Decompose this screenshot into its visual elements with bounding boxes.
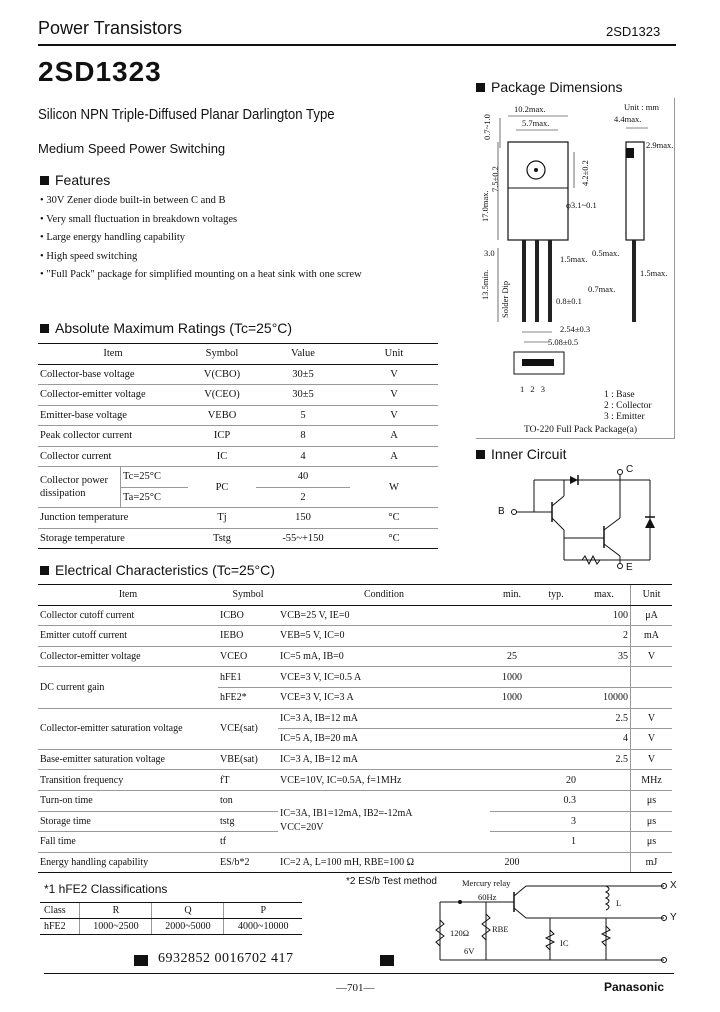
cell-max xyxy=(578,832,631,853)
cell-symbol: ICP xyxy=(188,426,256,447)
cell-item xyxy=(38,467,188,508)
cell-typ xyxy=(534,852,578,873)
cell-symbol: fT xyxy=(218,770,278,791)
table-row xyxy=(38,446,438,467)
cell-value: 150 xyxy=(256,508,350,529)
cell-condition: VCE=10V, IC=0.5A, f=1MHz xyxy=(278,770,490,791)
side-view-lead xyxy=(632,240,636,322)
cell-symbol: tf xyxy=(218,832,278,853)
cell-symbol: Tstg xyxy=(188,528,256,549)
table-row xyxy=(38,626,672,647)
pin-list xyxy=(604,390,652,423)
cell-typ xyxy=(534,626,578,647)
cell-symbol: Tj xyxy=(188,508,256,529)
cell-symbol: V(CEO) xyxy=(188,385,256,406)
cell-unit: mA xyxy=(631,626,673,647)
cell-typ xyxy=(534,708,578,729)
classification-table xyxy=(40,902,302,935)
features-heading-text: Features xyxy=(55,172,111,188)
bullet-square-icon xyxy=(476,450,485,459)
cell-typ: 0.3 xyxy=(534,790,578,811)
cell-unit: V xyxy=(631,646,673,667)
cell-item: Collector-emitter voltage xyxy=(38,385,188,406)
lead-3 xyxy=(548,240,552,322)
category-title: Power Transistors xyxy=(38,18,183,38)
cell-symbol: tstg xyxy=(218,811,278,832)
table-row xyxy=(38,508,438,529)
pin-numbers: 1 2 3 xyxy=(520,384,545,394)
cell-min xyxy=(490,626,534,647)
col-r: R xyxy=(80,903,152,919)
package-heading xyxy=(476,79,623,95)
bullet-square-icon xyxy=(40,176,49,185)
cell-condition: VEB=5 V, IC=0 xyxy=(278,626,490,647)
feature-text: "Full Pack" package for simplified mounting on a heat sink with one screw xyxy=(46,269,362,280)
classification-heading: *1 hFE2 Classifications xyxy=(44,882,168,896)
pin-collector: 2 : Collector xyxy=(604,401,652,411)
dim-label: 2.54±0.3 xyxy=(560,324,591,334)
transistor-1-emitter xyxy=(552,518,564,530)
y-label: Y xyxy=(670,912,677,923)
cell-value: 8 xyxy=(256,426,350,447)
col-symbol: Symbol xyxy=(188,344,256,365)
application: Medium Speed Power Switching xyxy=(38,141,226,156)
cell-item: Transition frequency xyxy=(38,770,218,791)
header-part-number: 2SD1323 xyxy=(606,24,661,39)
cell-value xyxy=(256,467,350,508)
cell-item: Collector-emitter saturation voltage xyxy=(38,708,218,749)
terminal-b xyxy=(512,510,517,515)
table-row xyxy=(38,528,438,549)
cell-item: Collector-base voltage xyxy=(38,364,188,385)
dissipation-cond-ta: Ta=25°C xyxy=(123,492,161,503)
cell-item: Storage time xyxy=(38,811,218,832)
table-row xyxy=(40,919,302,935)
cell-item: Emitter-base voltage xyxy=(38,405,188,426)
bullet-square-icon xyxy=(476,83,485,92)
cell-condition: IC=2 A, L=100 mH, RBE=100 Ω xyxy=(278,852,490,873)
cell-unit: μA xyxy=(631,605,673,626)
cell-condition: IC=3 A, IB=12 mA xyxy=(278,749,490,770)
lead-2 xyxy=(535,240,539,322)
table-row xyxy=(38,467,438,508)
dim-label: 1.5max. xyxy=(640,268,668,278)
cell-typ xyxy=(534,749,578,770)
feature-item: • "Full Pack" package for simplified mounting on a heat sink with one screw xyxy=(40,269,362,280)
feature-text: Large energy handling capability xyxy=(46,232,186,243)
dim-label: 0.5max. xyxy=(592,248,620,258)
switching-condition: IC=3A, IB1=12mA, IB2=-12mA xyxy=(280,808,413,820)
bullet-square-icon xyxy=(40,566,49,575)
rbe-label: RBE xyxy=(492,924,509,934)
dim-label: 0.7max. xyxy=(588,284,616,294)
cell-value: 4 xyxy=(256,446,350,467)
cell-min xyxy=(490,749,534,770)
cell-max xyxy=(578,770,631,791)
col-unit: Unit xyxy=(631,585,673,606)
cell-unit: V xyxy=(350,364,438,385)
abs-max-table xyxy=(38,343,438,549)
bottom-view-pins xyxy=(522,359,554,366)
inner-circuit-heading-text: Inner Circuit xyxy=(491,446,567,462)
table-row xyxy=(38,364,438,385)
brand-logo: Panasonic xyxy=(604,980,665,994)
cell-condition: VCE=3 V, IC=3 A xyxy=(278,687,490,708)
col-unit: Unit xyxy=(350,344,438,365)
page-number: —701— xyxy=(336,982,375,994)
relay-label: Mercury relay xyxy=(462,878,511,888)
cell-max: 100 xyxy=(578,605,631,626)
cell-max xyxy=(578,852,631,873)
package-unit: Unit : mm xyxy=(624,102,659,112)
table-row xyxy=(38,749,672,770)
dim-label: 4.4max. xyxy=(614,114,642,124)
inner-circuit-diagram xyxy=(490,466,670,572)
elec-table xyxy=(38,584,672,873)
cell-label: hFE2 xyxy=(40,919,80,935)
cell-unit: μs xyxy=(631,790,673,811)
cell-item: DC current gain xyxy=(38,667,218,708)
table-row xyxy=(38,426,438,447)
side-view-tab xyxy=(626,148,634,158)
cell-item: Energy handling capability xyxy=(38,852,218,873)
cell-symbol: IEBO xyxy=(218,626,278,647)
cell-min xyxy=(490,811,534,832)
dim-label: 7.5±0.2 xyxy=(490,166,500,192)
col-item: Item xyxy=(38,344,188,365)
hz-label: 60Hz xyxy=(478,892,497,902)
abs-max-heading xyxy=(40,320,292,336)
cell-value: 30±5 xyxy=(256,385,350,406)
dim-label: 4.2±0.2 xyxy=(580,160,590,186)
v-label: 6V xyxy=(464,946,475,956)
l-label: L xyxy=(616,898,622,908)
cell-min xyxy=(490,832,534,853)
cell-max: 2.5 xyxy=(578,708,631,729)
label-e: E xyxy=(626,562,633,573)
zener-diode xyxy=(570,476,578,484)
cell-min xyxy=(490,729,534,750)
cell-symbol: ICBO xyxy=(218,605,278,626)
dim-label: φ3.1~0.1 xyxy=(566,200,597,210)
cell-unit: A xyxy=(350,446,438,467)
cell-symbol: hFE1 xyxy=(218,667,278,688)
cell-max: 10000 xyxy=(578,687,631,708)
cell-typ xyxy=(534,687,578,708)
package-name: TO-220 Full Pack Package(a) xyxy=(524,425,638,435)
cell-min xyxy=(490,770,534,791)
transistor-2-emitter xyxy=(604,544,620,556)
dim-label: 5.7max. xyxy=(522,118,550,128)
col-q: Q xyxy=(152,903,224,919)
cell-unit: °C xyxy=(350,528,438,549)
table-row xyxy=(38,405,438,426)
dissipation-value-tc: 40 xyxy=(256,467,350,488)
test-heading: *2 ES/b Test method xyxy=(346,876,437,887)
feature-item: • 30V Zener diode built-in between C and B xyxy=(40,195,226,206)
bullet-square-icon xyxy=(40,324,49,333)
package-body xyxy=(508,142,568,240)
terminal-e xyxy=(618,564,623,569)
cell-item: Collector cutoff current xyxy=(38,605,218,626)
col-value: Value xyxy=(256,344,350,365)
cell-symbol: IC xyxy=(188,446,256,467)
cell-unit xyxy=(631,667,673,688)
cell-p: 4000~10000 xyxy=(224,919,302,935)
table-row xyxy=(38,385,438,406)
cell-condition: IC=5 A, IB=20 mA xyxy=(278,729,490,750)
cell-condition xyxy=(278,790,490,852)
cell-min: 200 xyxy=(490,852,534,873)
label-b: B xyxy=(498,506,505,517)
cell-min: 1000 xyxy=(490,667,534,688)
cell-q: 2000~5000 xyxy=(152,919,224,935)
barcode-number: 6932852 0016702 417 xyxy=(158,951,294,966)
cell-symbol: VCE(sat) xyxy=(218,708,278,749)
dim-label: 5.08±0.5 xyxy=(548,337,579,347)
cell-condition: IC=3 A, IB=12 mA xyxy=(278,708,490,729)
col-typ: typ. xyxy=(534,585,578,606)
cell-typ: 20 xyxy=(534,770,578,791)
cell-unit: W xyxy=(350,467,438,508)
abs-max-heading-text: Absolute Maximum Ratings (Tc=25°C) xyxy=(55,320,293,336)
transistor-1-collector xyxy=(552,496,564,506)
table-row xyxy=(38,852,672,873)
cell-item: Base-emitter saturation voltage xyxy=(38,749,218,770)
cell-typ xyxy=(534,605,578,626)
dut-emitter xyxy=(514,908,526,918)
table-row xyxy=(38,708,672,729)
dim-label: 10.2max. xyxy=(514,104,546,114)
dissipation-cond-tc: Tc=25°C xyxy=(121,467,188,488)
table-row xyxy=(38,770,672,791)
cell-unit: μs xyxy=(631,811,673,832)
cell-min: 1000 xyxy=(490,687,534,708)
cell-item: Peak collector current xyxy=(38,426,188,447)
feature-text: High speed switching xyxy=(46,250,138,262)
features-list xyxy=(40,192,440,285)
cell-unit: V xyxy=(350,405,438,426)
cell-typ: 1 xyxy=(534,832,578,853)
col-class: Class xyxy=(40,903,80,919)
cell-symbol: V(CBO) xyxy=(188,364,256,385)
cell-symbol: ES/b*2 xyxy=(218,852,278,873)
features-heading xyxy=(40,172,110,188)
col-symbol: Symbol xyxy=(218,585,278,606)
col-p: P xyxy=(224,903,302,919)
feature-item: • Very small fluctuation in breakdown voltages xyxy=(40,213,238,225)
diode xyxy=(645,518,655,528)
feature-text: Very small fluctuation in breakdown voltages xyxy=(46,213,238,225)
inner-circuit-heading xyxy=(476,446,566,462)
cell-unit: MHz xyxy=(631,770,673,791)
terminal-c xyxy=(618,470,623,475)
cell-symbol: VEBO xyxy=(188,405,256,426)
relay-contact xyxy=(458,900,462,904)
cell-symbol: PC xyxy=(188,467,256,508)
cell-item: Fall time xyxy=(38,832,218,853)
cell-item: Turn-on time xyxy=(38,790,218,811)
switching-vcc: VCC=20V xyxy=(280,822,324,834)
cell-unit: V xyxy=(631,749,673,770)
r1-label: 120Ω xyxy=(450,928,470,938)
cell-max: 35 xyxy=(578,646,631,667)
cell-symbol: VBE(sat) xyxy=(218,749,278,770)
ic-label: IC xyxy=(560,938,569,948)
cell-symbol: hFE2* xyxy=(218,687,278,708)
cell-condition: VCE=3 V, IC=0.5 A xyxy=(278,667,490,688)
feature-item: • High speed switching xyxy=(40,250,138,262)
cell-unit: mJ xyxy=(631,852,673,873)
footer-rule xyxy=(44,973,674,974)
cell-typ xyxy=(534,729,578,750)
barcode-block-left xyxy=(134,955,148,966)
cell-value: 30±5 xyxy=(256,364,350,385)
header-rule xyxy=(38,44,676,46)
feature-item: • Large energy handling capability xyxy=(40,232,186,243)
elec-heading xyxy=(40,562,275,578)
dim-label: 0.7~1.0 xyxy=(482,114,492,140)
transistor-2-collector xyxy=(604,518,620,530)
package-heading-text: Package Dimensions xyxy=(491,79,623,95)
cell-max: 4 xyxy=(578,729,631,750)
cell-item: Storage temperature xyxy=(38,528,188,549)
dim-label: 1.5max. xyxy=(560,254,588,264)
cell-max: 2 xyxy=(578,626,631,647)
cell-condition: IC=5 mA, IB=0 xyxy=(278,646,490,667)
col-condition: Condition xyxy=(278,585,490,606)
cell-item: Collector-emitter voltage xyxy=(38,646,218,667)
table-row xyxy=(38,646,672,667)
cell-item: Collector current xyxy=(38,446,188,467)
cell-unit: μs xyxy=(631,832,673,853)
pin-emitter: 3 : Emitter xyxy=(604,412,645,422)
cell-item: Junction temperature xyxy=(38,508,188,529)
dim-label: 2.9max. xyxy=(646,140,674,150)
table-row xyxy=(38,667,672,688)
cell-max: 2.5 xyxy=(578,749,631,770)
feature-text: 30V Zener diode built-in between C and B xyxy=(46,195,226,206)
mounting-hole-center xyxy=(534,168,538,172)
cell-max xyxy=(578,790,631,811)
cell-typ xyxy=(534,667,578,688)
cell-min xyxy=(490,605,534,626)
cell-typ xyxy=(534,646,578,667)
cell-min xyxy=(490,708,534,729)
cell-unit: V xyxy=(350,385,438,406)
cell-max xyxy=(578,667,631,688)
label-c: C xyxy=(626,464,634,475)
inductor-l xyxy=(606,886,609,910)
cell-value: 5 xyxy=(256,405,350,426)
cell-symbol: VCEO xyxy=(218,646,278,667)
dim-label: 3.0 xyxy=(484,248,495,258)
dissipation-label: Collector power dissipation xyxy=(40,475,108,499)
dim-label: 17.0max. xyxy=(480,190,490,222)
cell-min xyxy=(490,790,534,811)
dissipation-value-ta: 2 xyxy=(300,492,306,503)
cell-r: 1000~2500 xyxy=(80,919,152,935)
part-title: 2SD1323 xyxy=(38,56,162,87)
col-item: Item xyxy=(38,585,218,606)
dim-label: 0.8±0.1 xyxy=(556,296,582,306)
cell-unit: °C xyxy=(350,508,438,529)
cell-unit: A xyxy=(350,426,438,447)
dim-label: 13.5min. xyxy=(480,269,490,300)
cell-unit: V xyxy=(631,708,673,729)
cell-condition: VCB=25 V, IE=0 xyxy=(278,605,490,626)
table-row xyxy=(38,605,672,626)
col-min: min. xyxy=(490,585,534,606)
dut-collector xyxy=(514,886,526,896)
cell-typ: 3 xyxy=(534,811,578,832)
col-max: max. xyxy=(578,585,631,606)
pin-base: 1 : Base xyxy=(604,390,635,400)
x-label: X xyxy=(670,880,677,891)
cell-unit: V xyxy=(631,729,673,750)
cell-value: -55~+150 xyxy=(256,528,350,549)
elec-heading-text: Electrical Characteristics (Tc=25°C) xyxy=(55,562,275,578)
table-row xyxy=(38,790,672,811)
lead-1 xyxy=(522,240,526,322)
cell-max xyxy=(578,811,631,832)
dim-label: Solder Dip xyxy=(500,280,510,318)
part-subtitle: Silicon NPN Triple-Diffused Planar Darlington Type xyxy=(38,106,335,123)
cell-unit xyxy=(631,687,673,708)
cell-symbol: ton xyxy=(218,790,278,811)
cell-min: 25 xyxy=(490,646,534,667)
barcode-block-right xyxy=(380,955,394,966)
cell-item: Emitter cutoff current xyxy=(38,626,218,647)
